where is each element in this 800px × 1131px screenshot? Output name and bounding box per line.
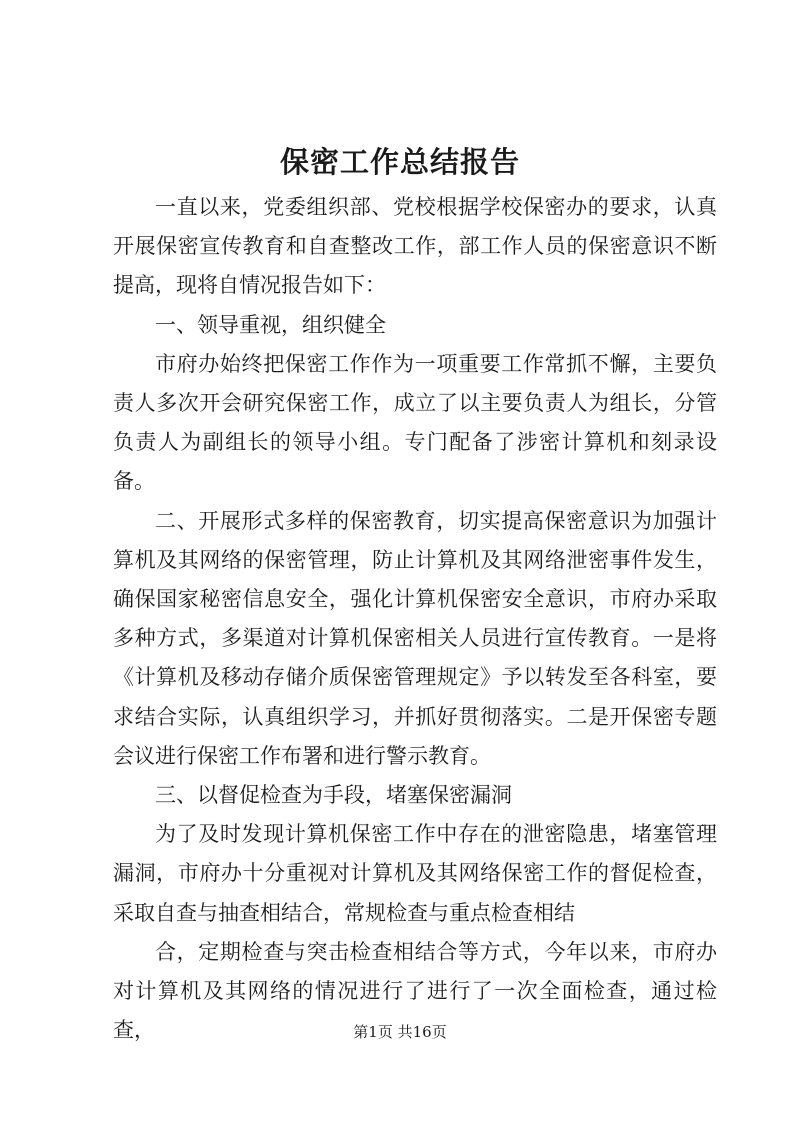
section-paragraph-1: 市府办始终把保密工作作为一项重要工作常抓不懈，主要负责人多次开会研究保密工作，成立了以主要负责人为组长，分管负责人为副组长的领导小组。专门配备了涉密计算机和刻录设备。 xyxy=(113,351,717,494)
document-title: 保密工作总结报告 xyxy=(279,145,520,179)
section-paragraph-3: 为了及时发现计算机保密工作中存在的泄密隐患，堵塞管理漏洞，市府办十分重视对计算机及其网络保密工作的督促检查，采取自查与抽查相结合，常规检查与重点检查相结 xyxy=(113,822,717,925)
document-body xyxy=(113,188,717,1050)
section-heading-3: 三、以督促检查为手段，堵塞保密漏洞 xyxy=(155,783,512,808)
section-paragraph-2: 二、开展形式多样的保密教育，切实提高保密意识为加强计算机及其网络的保密管理，防止计算机及其网络泄密事件发生，确保国家秘密信息安全，强化计算机保密安全意识，市府办采取多种方式，多渠道对计算机保密相关人员进行宣传教育。一是将《计算机及移动存储介质保密管理规定》予以转发至各科室，要求结合实际，认真组织学习，并抓好贯彻落实。二是开保密专题会议进行保密工作布署和进行警示教育。 xyxy=(113,508,717,768)
section-heading-1: 一、领导重视，组织健全 xyxy=(155,312,386,337)
intro-paragraph: 一直以来，党委组织部、党校根据学校保密办的要求，认真开展保密宣传教育和自查整改工作，部工作人员的保密意识不断提高，现将自情况报告如下： xyxy=(113,195,717,298)
continuation-paragraph: 合，定期检查与突击检查相结合等方式，今年以来，市府办对计算机及其网络的情况进行了进行了一次全面检查，通过检查， xyxy=(113,939,717,1043)
page-number-footer: 第1页 共16页 xyxy=(353,1023,447,1041)
